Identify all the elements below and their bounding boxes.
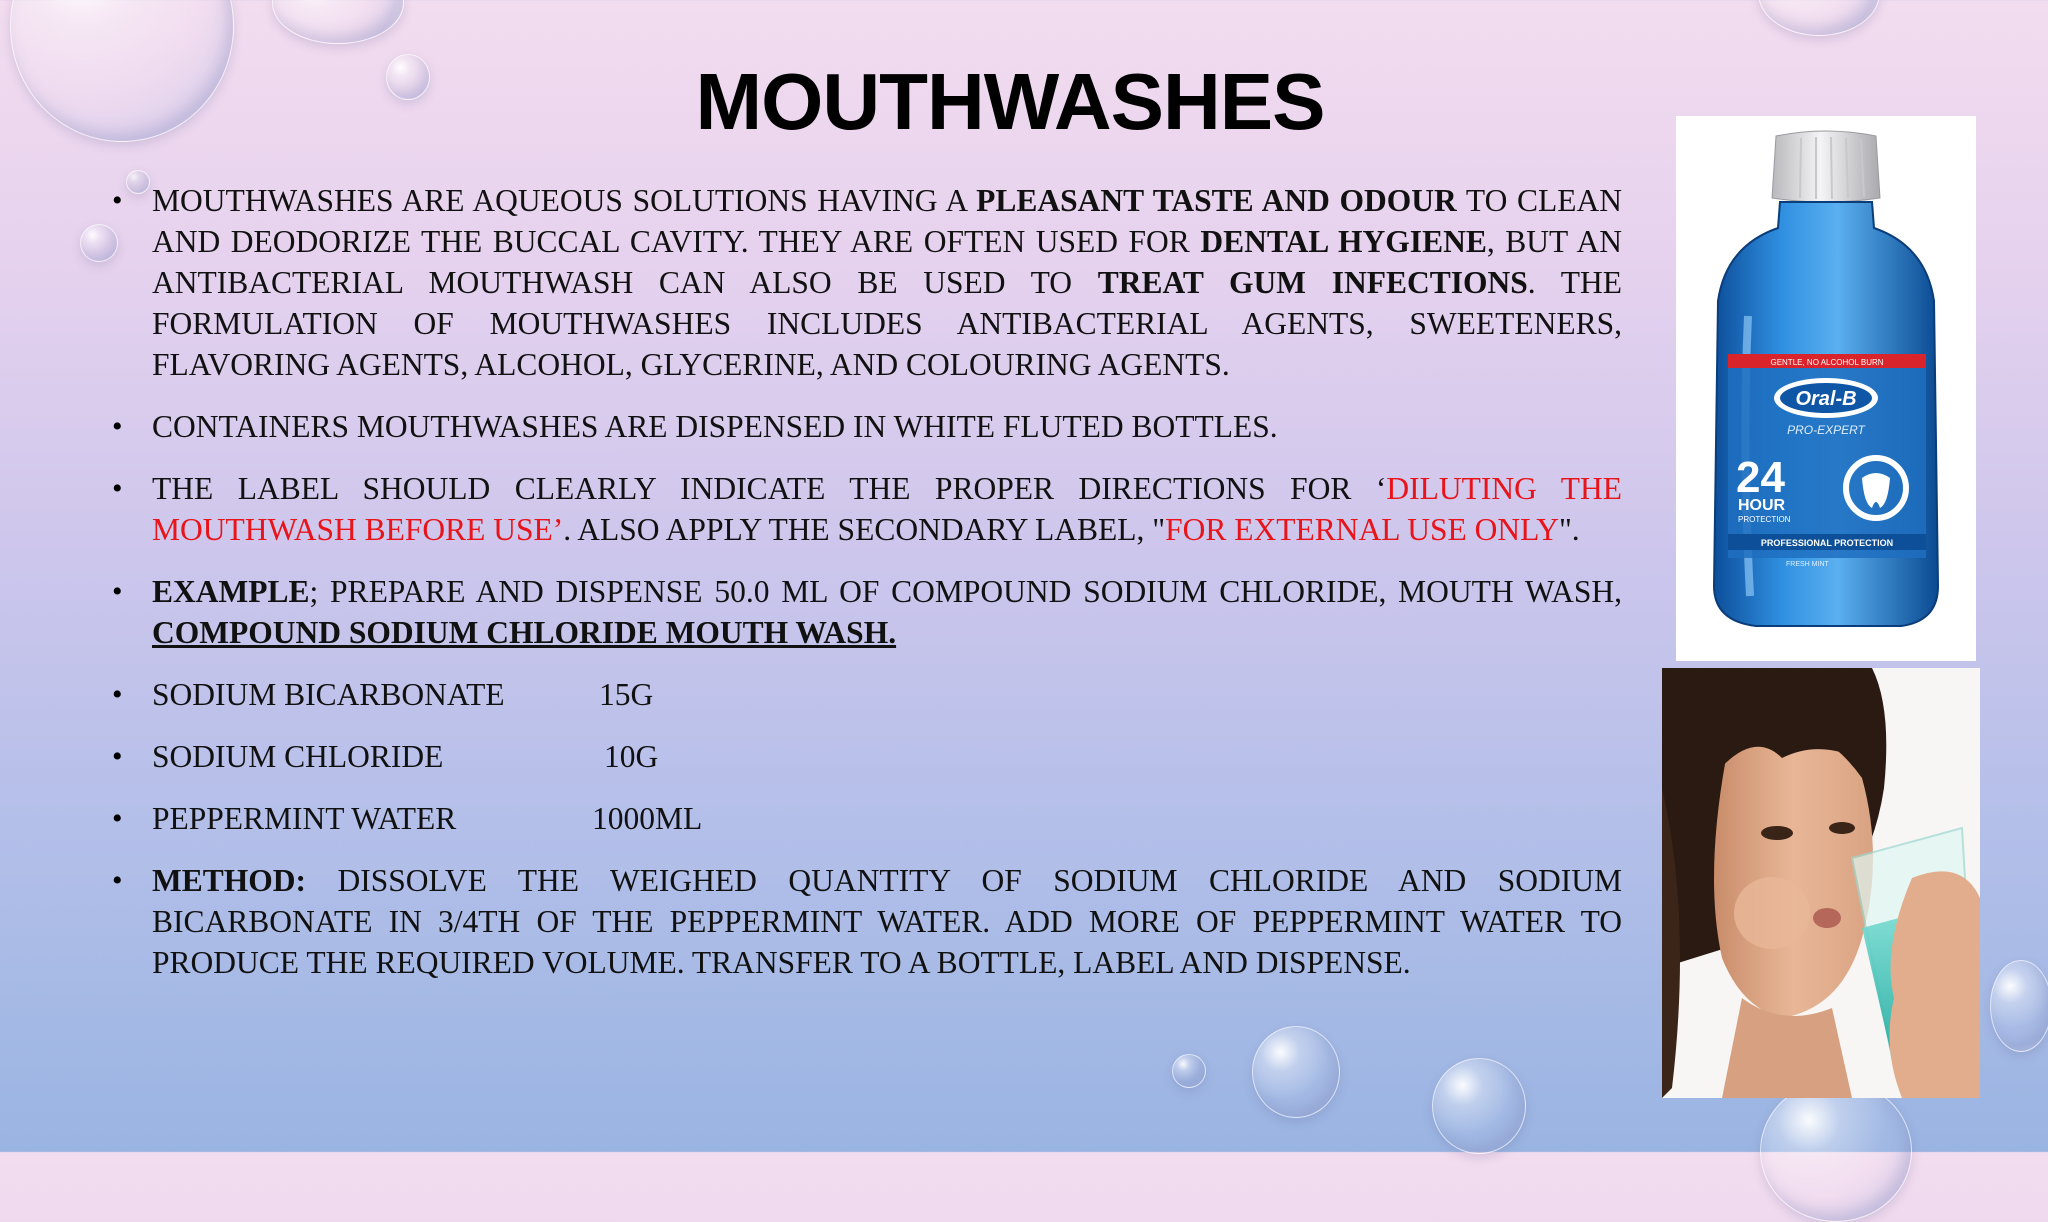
bullet-marker: • <box>112 740 123 773</box>
bubble-decoration <box>1760 1080 1912 1222</box>
text-run: THE LABEL SHOULD CLEARLY INDICATE THE PROPER DIRECTIONS FOR ‘ <box>152 471 1387 506</box>
bullet-item-example <box>110 571 1622 653</box>
bubble-decoration <box>386 54 430 100</box>
bubble-decoration <box>1252 1026 1340 1118</box>
bullet-marker: • <box>112 184 123 217</box>
mouthwash-bottle-image <box>1676 116 1976 661</box>
bullet-item-label <box>110 468 1622 550</box>
bullet-marker: • <box>112 575 123 608</box>
text-run: ; PREPARE AND DISPENSE 50.0 ML OF COMPOUND SODIUM CHLORIDE, MOUTH WASH, <box>309 574 1622 609</box>
ingredient-text <box>152 674 1622 715</box>
ingredient-item <box>110 798 1622 839</box>
bottle-banner-text: GENTLE, NO ALCOHOL BURN <box>1770 358 1884 367</box>
red-text: DILUTING THE MOUTHWASH BEFORE USE’ <box>152 471 1622 547</box>
bullet-text <box>152 860 1622 983</box>
text-run: . THE FORMULATION OF MOUTHWASHES INCLUDES ANTIBACTERIAL AGENTS, SWEETENERS, FLAVORING AGENTS, ALCOHOL, GLYCERINE, AND COLOURING AGENTS. <box>152 265 1623 382</box>
bubble-decoration <box>272 0 404 44</box>
ingredient-name: PEPPERMINT WATER <box>152 801 457 836</box>
bullet-marker: • <box>112 410 123 443</box>
bubble-decoration <box>1758 0 1880 36</box>
bold-text: TREAT GUM INFECTIONS <box>1097 265 1528 300</box>
bottle-protection-text: PROTECTION <box>1738 515 1791 524</box>
bubble-decoration <box>1990 960 2048 1052</box>
ingredient-name: SODIUM BICARBONATE <box>152 677 505 712</box>
bullet-item-containers <box>110 406 1622 447</box>
bullet-text <box>152 468 1622 550</box>
bottle-hours-text: 24 <box>1736 453 1785 502</box>
ingredient-item <box>110 674 1622 715</box>
bullet-item-method <box>110 860 1622 983</box>
bottle-illustration <box>1676 116 1976 661</box>
bold-text: METHOD: <box>152 863 306 898</box>
bullet-marker: • <box>112 472 123 505</box>
ingredient-name: SODIUM CHLORIDE <box>152 739 444 774</box>
text-run: , BUT AN ANTIBACTERIAL MOUTHWASH CAN ALSO BE USED TO <box>152 224 1622 300</box>
text-run: MOUTHWASHES ARE AQUEOUS SOLUTIONS HAVING A <box>152 183 977 218</box>
bubble-decoration <box>10 0 234 142</box>
bullet-text: CONTAINERS MOUTHWASHES ARE DISPENSED IN WHITE FLUTED BOTTLES. <box>152 409 1278 444</box>
ingredient-item <box>110 736 1622 777</box>
bullet-marker: • <box>112 864 123 897</box>
bubble-decoration <box>1432 1058 1526 1154</box>
slide-title: MOUTHWASHES <box>695 57 1325 146</box>
bottle-flavor-text: FRESH MINT <box>1786 561 1829 568</box>
bold-text: DENTAL HYGIENE <box>1200 224 1487 259</box>
bullet-text <box>152 571 1622 653</box>
ingredient-quantity: 15G <box>599 677 654 712</box>
text-run: . ALSO APPLY THE SECONDARY LABEL, " <box>563 512 1166 547</box>
woman-rinsing-photo <box>1662 668 1980 1098</box>
bottle-hour-word: HOUR <box>1738 497 1786 514</box>
bold-text: EXAMPLE <box>152 574 310 609</box>
ingredient-quantity: 10G <box>604 739 659 774</box>
bullet-item-definition <box>110 180 1622 385</box>
bullet-list <box>110 180 1622 1004</box>
bold-text: PLEASANT TASTE AND ODOUR <box>976 183 1457 218</box>
bullet-marker: • <box>112 678 123 711</box>
bottle-line-text: PRO-EXPERT <box>1787 423 1865 437</box>
underlined-bold-text: COMPOUND SODIUM CHLORIDE MOUTH WASH. <box>152 615 897 650</box>
text-run: TO CLEAN AND DEODORIZE THE BUCCAL CAVITY. THEY ARE OFTEN USED FOR <box>152 183 1622 259</box>
text-run: DISSOLVE THE WEIGHED QUANTITY OF SODIUM CHLORIDE AND SODIUM BICARBONATE IN 3/4TH OF THE PEPPERMINT WATER. ADD MORE OF PEPPERMINT WATER TO PRODUCE THE REQUIRED VOLUME. TRANSFER TO A BOTTLE, LABEL AND DISPENSE. <box>152 863 1622 980</box>
bullet-marker: • <box>112 802 123 835</box>
ingredient-text <box>152 736 1622 777</box>
ingredient-text <box>152 798 1622 839</box>
bottle-strip-text: PROFESSIONAL PROTECTION <box>1760 538 1894 548</box>
bubble-decoration <box>1172 1054 1206 1088</box>
ingredient-quantity: 1000ML <box>592 801 703 836</box>
bullet-text <box>152 180 1622 385</box>
red-text: FOR EXTERNAL USE ONLY <box>1165 512 1559 547</box>
text-run: ". <box>1558 512 1580 547</box>
bottle-brand-text: Oral-B <box>1795 388 1857 410</box>
woman-illustration <box>1662 668 1980 1098</box>
